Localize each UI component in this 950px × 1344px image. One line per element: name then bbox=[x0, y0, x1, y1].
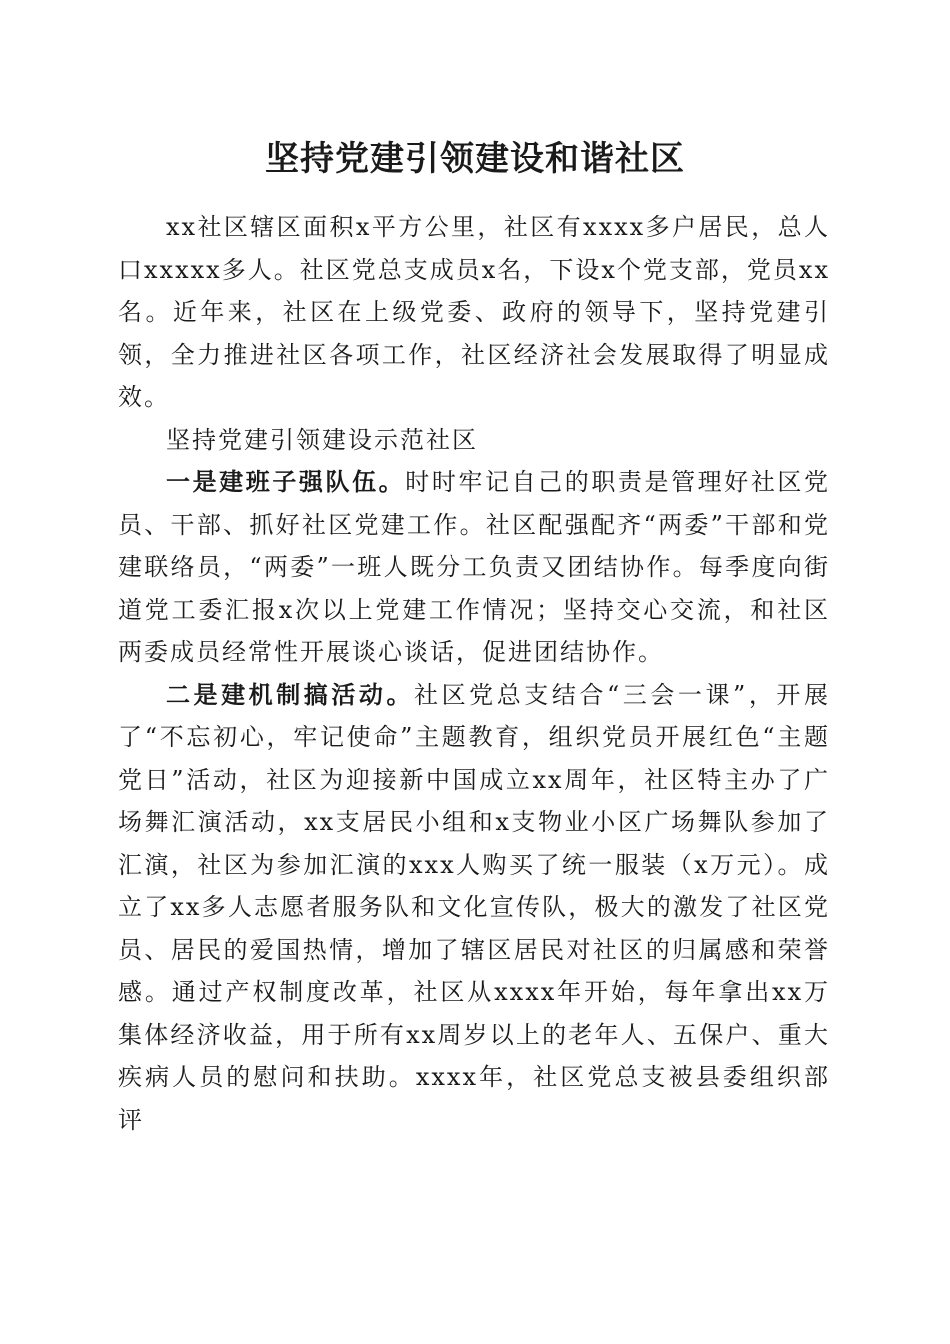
intro-paragraph: xx社区辖区面积x平方公里，社区有xxxx多户居民，总人口xxxxx多人。社区党总支成员x名，下设x个党支部，党员xx名。近年来，社区在上级党委、政府的领导下，坚持党建引领，全力推进社区各项工作，社区经济社会发展取得了明显成效。 bbox=[118, 213, 830, 411]
section-heading: 坚持党建引领建设示范社区 bbox=[166, 425, 478, 454]
document-body bbox=[118, 206, 830, 1141]
item-lead-1: 一是建班子强队伍。 bbox=[166, 467, 406, 496]
item-lead-2: 二是建机制搞活动。 bbox=[166, 679, 415, 709]
item-paragraph-2 bbox=[118, 674, 830, 1142]
item-text-1: 时时牢记自己的职责是管理好社区党员、干部、抓好社区党建工作。社区配强配齐“两委”干部和党建联络员，“两委”一班人既分工负责又团结协作。每季度向街道党工委汇报x次以上党建工作情况；坚持交心交流，和社区两委成员经常性开展谈心谈话，促进团结协作。 bbox=[118, 468, 830, 666]
item-text-2: 社区党总支结合“三会一课”，开展了“不忘初心，牢记使命”主题教育，组织党员开展红色“主题党日”活动，社区为迎接新中国成立xx周年，社区特主办了广场舞汇演活动，xx支居民小组和x支物业小区广场舞队参加了汇演，社区为参加汇演的xxx人购买了统一服装（x万元）。成立了xx多人志愿者服务队和文化宣传队，极大的激发了社区党员、居民的爱国热情，增加了辖区居民对社区的归属感和荣誉感。通过产权制度改革，社区从xxxx年开始，每年拿出xx万集体经济收益，用于所有xx周岁以上的老年人、五保户、重大疾病人员的慰问和扶助。xxxx年，社区党总支被县委组织部评 bbox=[118, 680, 830, 1134]
document-title: 坚持党建引领建设和谐社区 bbox=[265, 139, 685, 179]
item-paragraph-1 bbox=[118, 461, 830, 674]
